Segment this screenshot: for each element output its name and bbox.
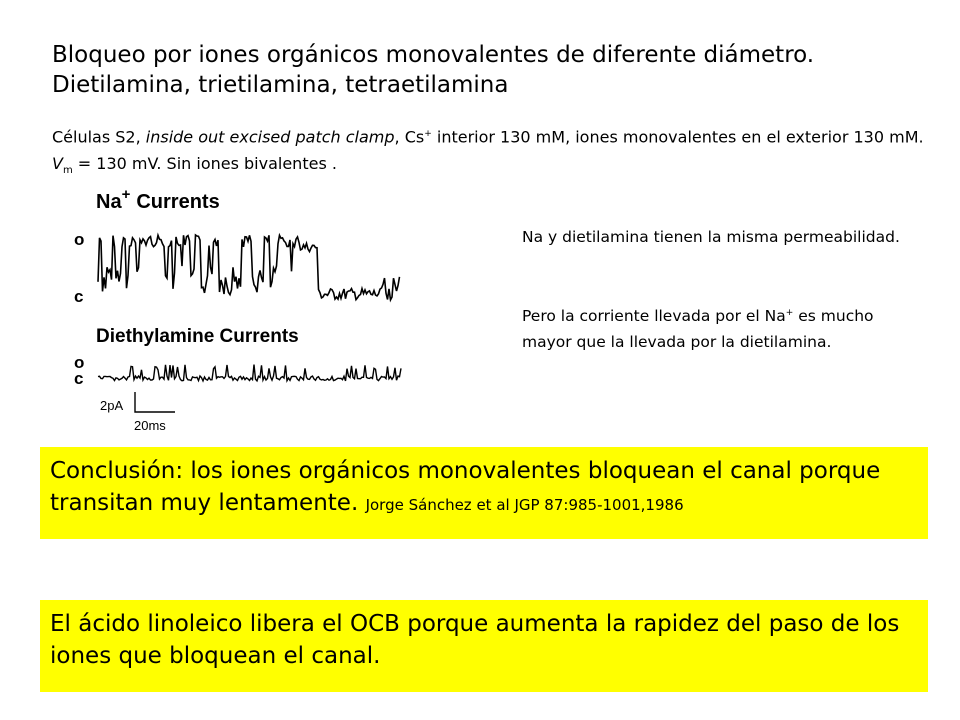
slide-title <box>52 40 932 100</box>
linoleic-acid-box <box>40 600 928 692</box>
scale-y-label: 2pA <box>100 398 124 413</box>
diethyl-closed-label: c <box>74 369 84 388</box>
experimental-conditions <box>52 121 932 185</box>
diethyl-open-label: o <box>74 353 85 372</box>
scale-bar <box>135 392 175 412</box>
na-closed-label: c <box>74 287 84 306</box>
traces-svg <box>60 180 405 435</box>
conditions-text-2: , Cs <box>394 127 425 147</box>
conditions-text-3: interior 130 mM, iones monovalentes en el exterior 130 mM. <box>431 127 924 147</box>
current-comparison-note <box>522 300 922 355</box>
na-current-trace <box>98 235 400 300</box>
linoleic-acid-text: El ácido linoleico libera el OCB porque aumenta la rapidez del paso de los iones que bloquean el canal. <box>50 611 900 669</box>
na-open-label: o <box>74 230 85 249</box>
na-currents-title: Na+ Currents <box>96 186 220 213</box>
permeability-note: Na y dietilamina tienen la misma permeabilidad. <box>522 228 900 246</box>
title-line-2: Dietilamina, trietilamina, tetraetilamina <box>52 72 509 98</box>
conclusion-main: Conclusión: los iones orgánicos monovalentes bloquean el canal porque transitan muy lentamente. <box>50 458 881 516</box>
conditions-text-4: = 130 mV. Sin iones bivalentes . <box>72 154 337 174</box>
conditions-method: inside out excised patch clamp <box>145 127 395 147</box>
title-line-1: Bloqueo por iones orgánicos monovalentes de diferente diámetro. <box>52 42 815 68</box>
note2-text-a: Pero la corriente llevada por el Na <box>522 307 786 326</box>
current-traces-figure <box>60 180 405 435</box>
cs-superscript: + <box>424 129 432 139</box>
na-superscript: + <box>785 308 794 318</box>
note2-text-b: es mucho mayor que la llevada por la dietilamina. <box>522 307 874 352</box>
conclusion-box <box>40 447 928 539</box>
conditions-text-1: Células S2, <box>52 127 146 147</box>
vm-subscript: m <box>62 165 73 177</box>
conclusion-reference: Jorge Sánchez et al JGP 87:985-1001,1986 <box>365 496 684 514</box>
diethylamine-current-trace <box>98 365 401 381</box>
scale-x-label: 20ms <box>134 418 166 433</box>
diethylamine-currents-title: Diethylamine Currents <box>96 326 299 347</box>
conclusion-text <box>40 447 928 521</box>
vm-symbol: V <box>52 154 63 174</box>
